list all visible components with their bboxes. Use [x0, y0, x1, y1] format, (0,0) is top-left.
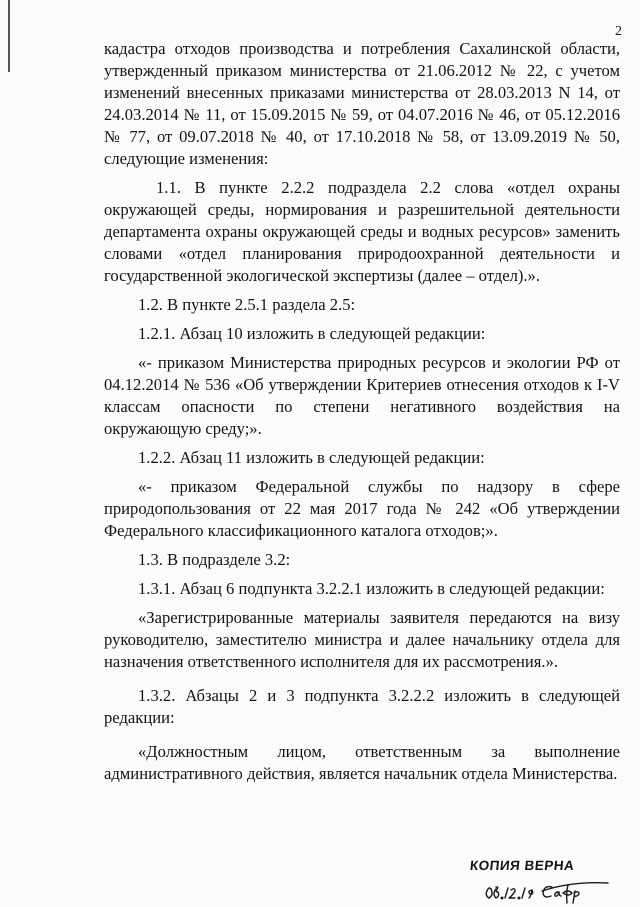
paragraph-1-3: 1.3. В подразделе 3.2:: [138, 550, 291, 569]
handwritten-signature-icon: [482, 871, 622, 907]
paragraph-intro: кадастра отходов производства и потребления Сахалинской области, утвержденный приказом министерства от 21.06.2012 № 22, с учетом изменений внесенных приказами министерства от 28.03.2013 N 14, от 24.03.2014 № 11, от 15.09.2015 № 59, от 04.07.2016 № 46, от 05.12.2016 № 77, от 09.07.2018 № 40, от 17.10.2018 № 58, от 13.09.2019 № 50, следующие изменения:: [104, 39, 620, 168]
document-body: [104, 38, 620, 785]
paragraph-quote-2: «- приказом Федеральной службы по надзору в сфере природопользования от 22 мая 2017 года № 242 «Об утверждении Федерального классификационного каталога отходов;».: [104, 477, 620, 540]
copy-certified-stamp: [470, 858, 574, 873]
scan-edge-mark: [8, 0, 10, 72]
paragraph-1-2-1: 1.2.1. Абзац 10 изложить в следующей редакции:: [138, 324, 486, 343]
stamp-text: КОПИЯ ВЕРНА: [469, 858, 576, 873]
paragraph-1-2-2: 1.2.2. Абзац 11 изложить в следующей редакции:: [138, 448, 485, 467]
paragraph-1-3-2: 1.3.2. Абзацы 2 и 3 подпункта 3.2.2.2 изложить в следующей редакции:: [104, 686, 620, 727]
page-number: 2: [615, 24, 622, 39]
paragraph-quote-1: «- приказом Министерства природных ресурсов и экологии РФ от 04.12.2014 № 536 «Об утверждении Критериев отнесения отходов к I-V классам опасности по степени негативного воздействия на окружающую среду;».: [104, 353, 620, 438]
paragraph-quote-3: «Зарегистрированные материалы заявителя передаются на визу руководителю, заместителю министра и далее начальнику отдела для назначения ответственного исполнителя для их рассмотрения.».: [104, 608, 620, 671]
paragraph-1-2: 1.2. В пункте 2.5.1 раздела 2.5:: [138, 295, 356, 314]
paragraph-quote-4: «Должностным лицом, ответственным за выполнение административного действия, является начальник отдела Министерства.: [104, 742, 620, 783]
paragraph-1-1: 1.1. В пункте 2.2.2 подраздела 2.2 слова «отдел охраны окружающей среды, нормирования и разрешительной деятельности департамента охраны окружающей среды и водных ресурсов» заменить словами «отдел планирования природоохранной деятельности и государственной экологической экспертизы (далее – отдел).».: [104, 178, 620, 285]
paragraph-1-3-1: 1.3.1. Абзац 6 подпункта 3.2.2.1 изложить в следующей редакции:: [138, 579, 605, 598]
